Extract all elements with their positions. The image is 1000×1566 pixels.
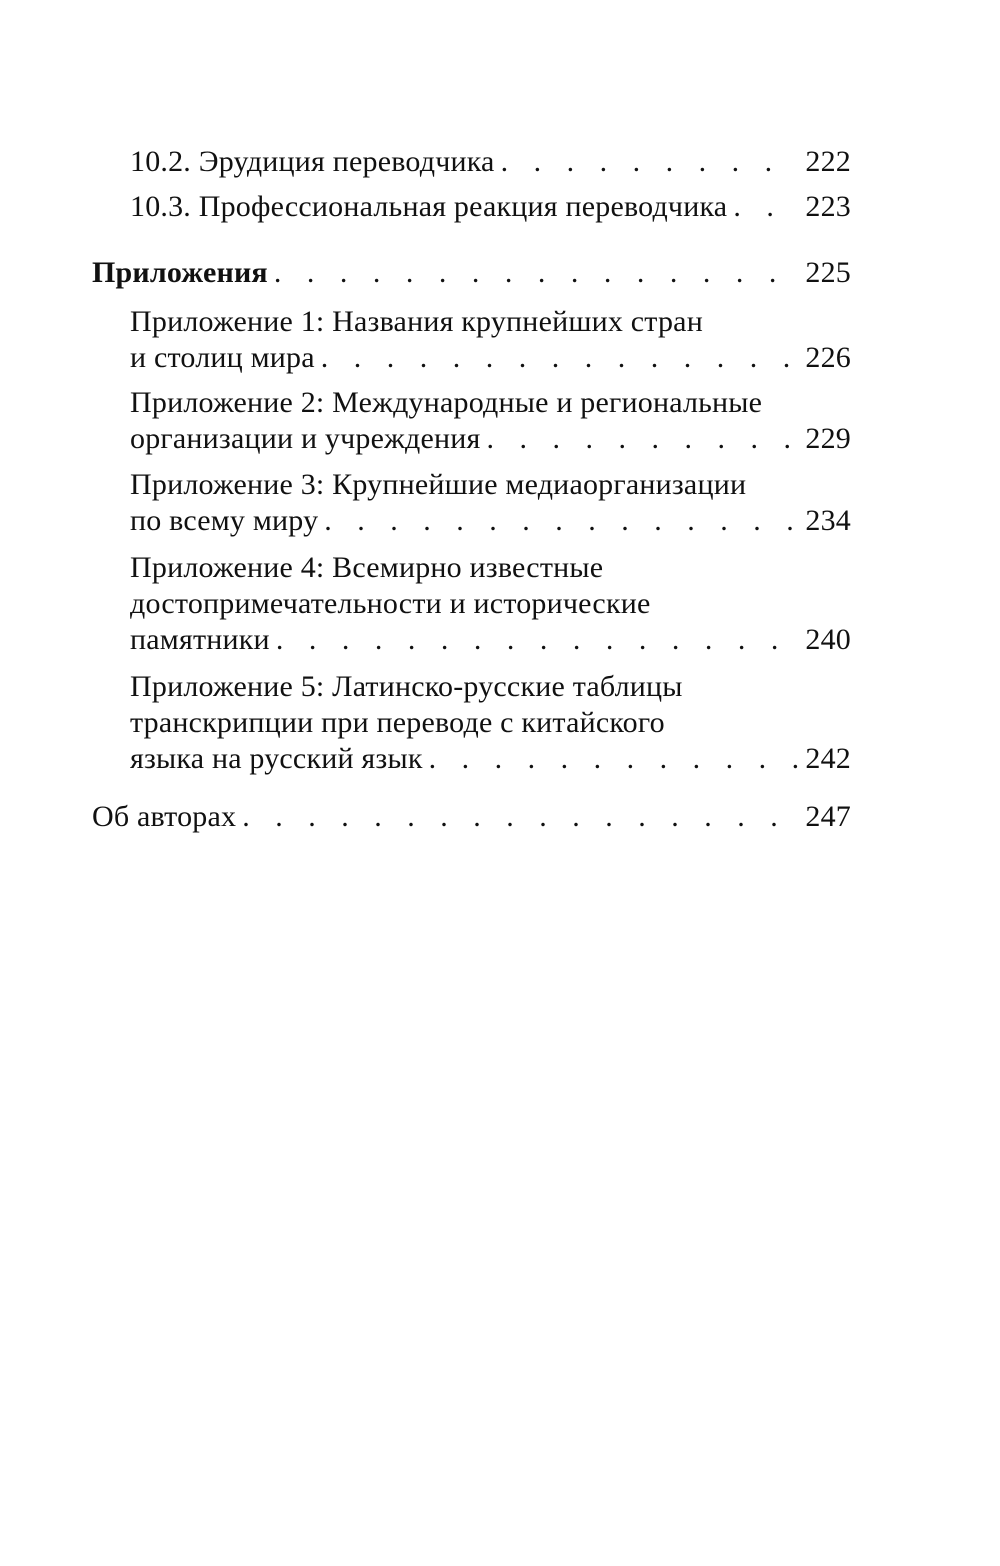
toc-entry-last-line bbox=[130, 503, 851, 539]
toc-entry-last-line bbox=[92, 799, 851, 835]
toc-section-about-authors[interactable] bbox=[92, 799, 851, 835]
toc-entry-10-2[interactable] bbox=[130, 144, 851, 180]
toc-section-title: Об авторах bbox=[92, 800, 237, 833]
toc-entry-appendix-5[interactable] bbox=[130, 669, 851, 777]
toc-entry-line: Приложение 5: Латинско-русские таблицы bbox=[130, 670, 683, 703]
page-number: 222 bbox=[805, 145, 851, 178]
toc-entry-appendix-4[interactable] bbox=[130, 550, 851, 658]
page-number: 226 bbox=[805, 341, 851, 374]
toc-section-appendices[interactable] bbox=[92, 255, 851, 291]
toc-entry-line: Приложение 3: Крупнейшие медиаорганизации bbox=[130, 468, 747, 501]
toc-entry-line: транскрипции при переводе с китайского bbox=[130, 706, 665, 739]
dot-leader bbox=[276, 622, 800, 658]
dot-leader bbox=[733, 189, 799, 225]
toc-entry-line: достопримечательности и исторические bbox=[130, 587, 651, 620]
toc-entry-last-line bbox=[130, 144, 851, 180]
toc-entry-last-line bbox=[130, 741, 851, 777]
toc-entry-title: языка на русский язык bbox=[130, 742, 423, 775]
toc-entry-title: и столиц мира bbox=[130, 341, 315, 374]
dot-leader bbox=[324, 503, 799, 539]
toc-entry-appendix-3[interactable] bbox=[130, 467, 851, 539]
toc-entry-title: 10.2. Эрудиция переводчика bbox=[130, 145, 495, 178]
page-number: 225 bbox=[805, 256, 851, 289]
toc-entry-last-line bbox=[130, 340, 851, 376]
page-number: 247 bbox=[805, 800, 851, 833]
toc-entry-appendix-2[interactable] bbox=[130, 385, 851, 457]
toc-section-title: Приложения bbox=[92, 256, 268, 289]
page-number: 229 bbox=[805, 422, 851, 455]
page-number: 242 bbox=[805, 742, 851, 775]
dot-leader bbox=[321, 340, 800, 376]
toc-entry-title: по всему миру bbox=[130, 504, 319, 537]
toc-entry-line: Приложение 1: Названия крупнейших стран bbox=[130, 305, 703, 338]
toc-entry-title: 10.3. Профессиональная реакция переводчика bbox=[130, 190, 728, 223]
dot-leader bbox=[274, 255, 800, 291]
dot-leader bbox=[501, 144, 800, 180]
page-number: 240 bbox=[805, 623, 851, 656]
toc-entry-title: памятники bbox=[130, 623, 270, 656]
page-number: 223 bbox=[805, 190, 851, 223]
toc-entry-last-line bbox=[130, 421, 851, 457]
toc-entry-last-line bbox=[130, 622, 851, 658]
page-number: 234 bbox=[805, 504, 851, 537]
dot-leader bbox=[487, 421, 800, 457]
dot-leader bbox=[429, 741, 800, 777]
toc-entry-title: организации и учреждения bbox=[130, 422, 481, 455]
toc-entry-10-3[interactable] bbox=[130, 189, 851, 225]
toc-entry-last-line bbox=[130, 189, 851, 225]
dot-leader bbox=[242, 799, 799, 835]
toc-entry-appendix-1[interactable] bbox=[130, 304, 851, 376]
toc-entry-line: Приложение 4: Всемирно известные bbox=[130, 551, 604, 584]
toc-entry-line: Приложение 2: Международные и региональные bbox=[130, 386, 763, 419]
toc-entry-last-line bbox=[92, 255, 851, 291]
